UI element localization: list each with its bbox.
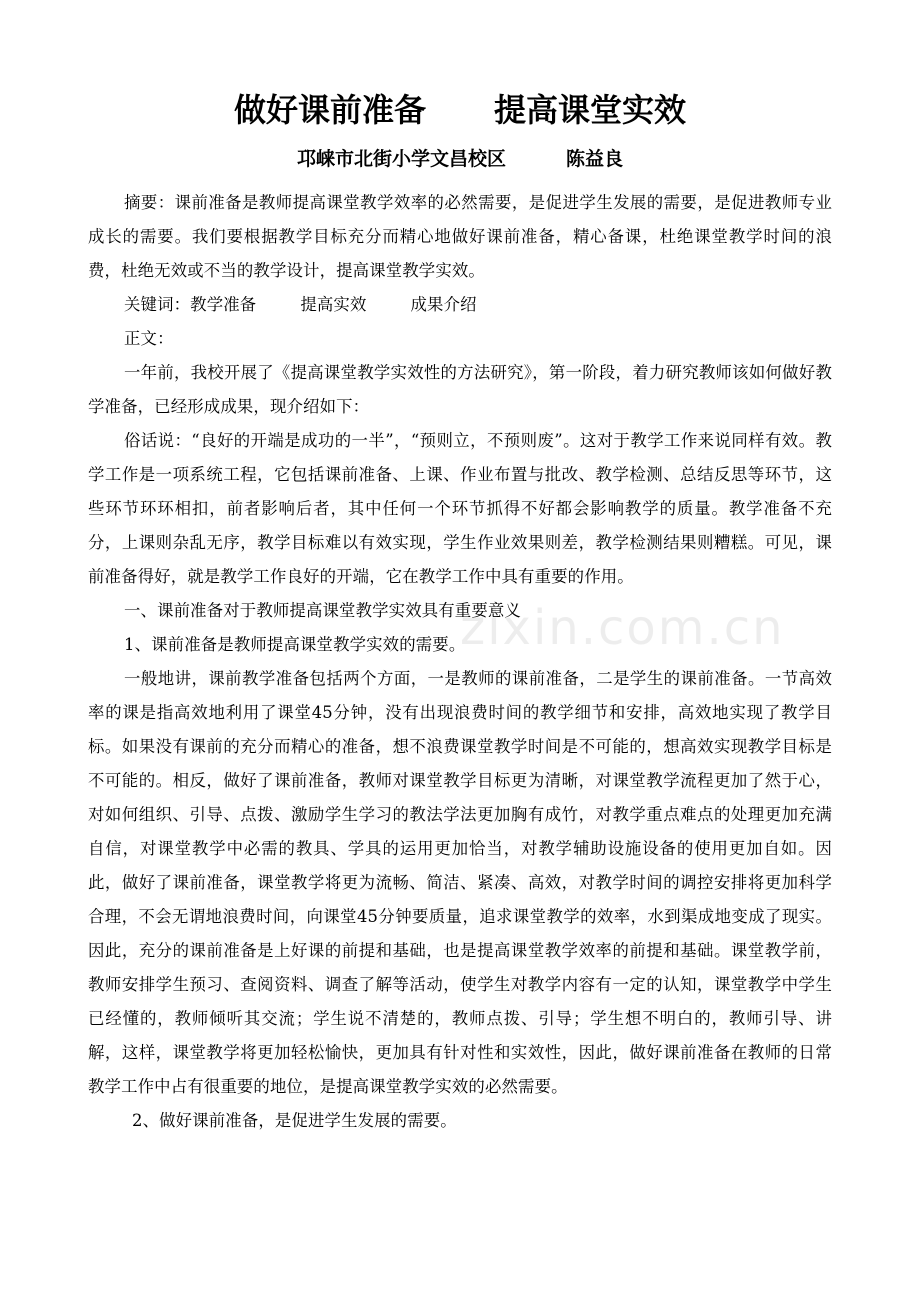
document-body	[88, 186, 832, 1138]
abstract-paragraph: 摘要：课前准备是教师提高课堂教学效率的必然需要，是促进学生发展的需要，是促进教师专业成长的需要。我们要根据教学目标充分而精心地做好课前准备，精心备课，杜绝课堂教学时间的浪费，杜绝无效或不当的教学设计，提高课堂教学实效。	[88, 193, 832, 280]
body-paragraph: 一般地讲，课前教学准备包括两个方面，一是教师的课前准备，二是学生的课前准备。一节高效率的课是指高效地利用了课堂45分钟，没有出现浪费时间的教学细节和安排，高效地实现了教学目标。如果没有课前的充分而精心的准备，想不浪费课堂教学时间是不可能的，想高效实现教学目标是不可能的。相反，做好了课前准备，教师对课堂教学目标更为清晰，对课堂教学流程更加了然于心，对如何组织、引导、点拨、激励学生学习的教法学法更加胸有成竹，对教学重点难点的处理更加充满自信，对课堂教学中必需的教具、学具的运用更加恰当，对教学辅助设施设备的使用更加自如。因此，做好了课前准备，课堂教学将更为流畅、简洁、紧凑、高效，对教学时间的调控安排将更加科学合理，不会无谓地浪费时间，向课堂45分钟要质量，追求课堂教学的效率，水到渠成地变成了现实。因此，充分的课前准备是上好课的前提和基础，也是提高课堂教学效率的前提和基础。课堂教学前，教师安排学生预习、查阅资料、调查了解等活动，使学生对教学内容有一定的认知，课堂教学中学生已经懂的，教师倾听其交流；学生说不清楚的，教师点拨、引导；学生想不明白的，教师引导、讲解，这样，课堂教学将更加轻松愉快，更加具有针对性和实效性，因此，做好课前准备在教师的日常教学工作中占有很重要的地位，是提高课堂教学实效的必然需要。	[88, 669, 832, 1096]
body-paragraph: 俗话说：“良好的开端是成功的一半”，“预则立，不预则废”。这对于教学工作来说同样有效。教学工作是一项系统工程，它包括课前准备、上课、作业布置与批改、教学检测、总结反思等环节，这些环节环环相扣，前者影响后者，其中任何一个环节抓得不好都会影响教学的质量。教学准备不充分，上课则杂乱无序，教学目标难以有效实现，学生作业效果则差，教学检测结果则糟糕。可见，课前准备得好，就是教学工作良好的开端，它在教学工作中具有重要的作用。	[88, 431, 832, 586]
section-heading: 一、课前准备对于教师提高课堂教学实效具有重要意义	[124, 601, 521, 620]
title-part-1: 做好课前准备	[233, 91, 426, 129]
title-part-2: 提高课堂实效	[494, 91, 687, 129]
subsection-heading: 2、做好课前准备，是促进学生发展的需要。	[132, 1111, 457, 1130]
watermark: zixin.com.cn	[460, 600, 785, 656]
body-paragraph: 一年前，我校开展了《提高课堂教学实效性的方法研究》，第一阶段，着力研究教师该如何做好教学准备，已经形成成果，现介绍如下：	[88, 363, 832, 416]
keyword-label: 关键词：教学准备	[124, 295, 257, 314]
author-school: 邛崃市北街小学文昌校区	[296, 148, 506, 170]
document-title	[0, 84, 920, 136]
keywords-line	[88, 288, 832, 322]
author-line	[0, 143, 920, 175]
body-label: 正文：	[124, 329, 174, 348]
subsection-heading: 1、课前准备是教师提高课堂教学实效的需要。	[124, 635, 466, 654]
keyword-2: 提高实效	[300, 295, 367, 314]
keyword-3: 成果介绍	[410, 295, 477, 314]
author-name: 陈益良	[566, 148, 624, 170]
